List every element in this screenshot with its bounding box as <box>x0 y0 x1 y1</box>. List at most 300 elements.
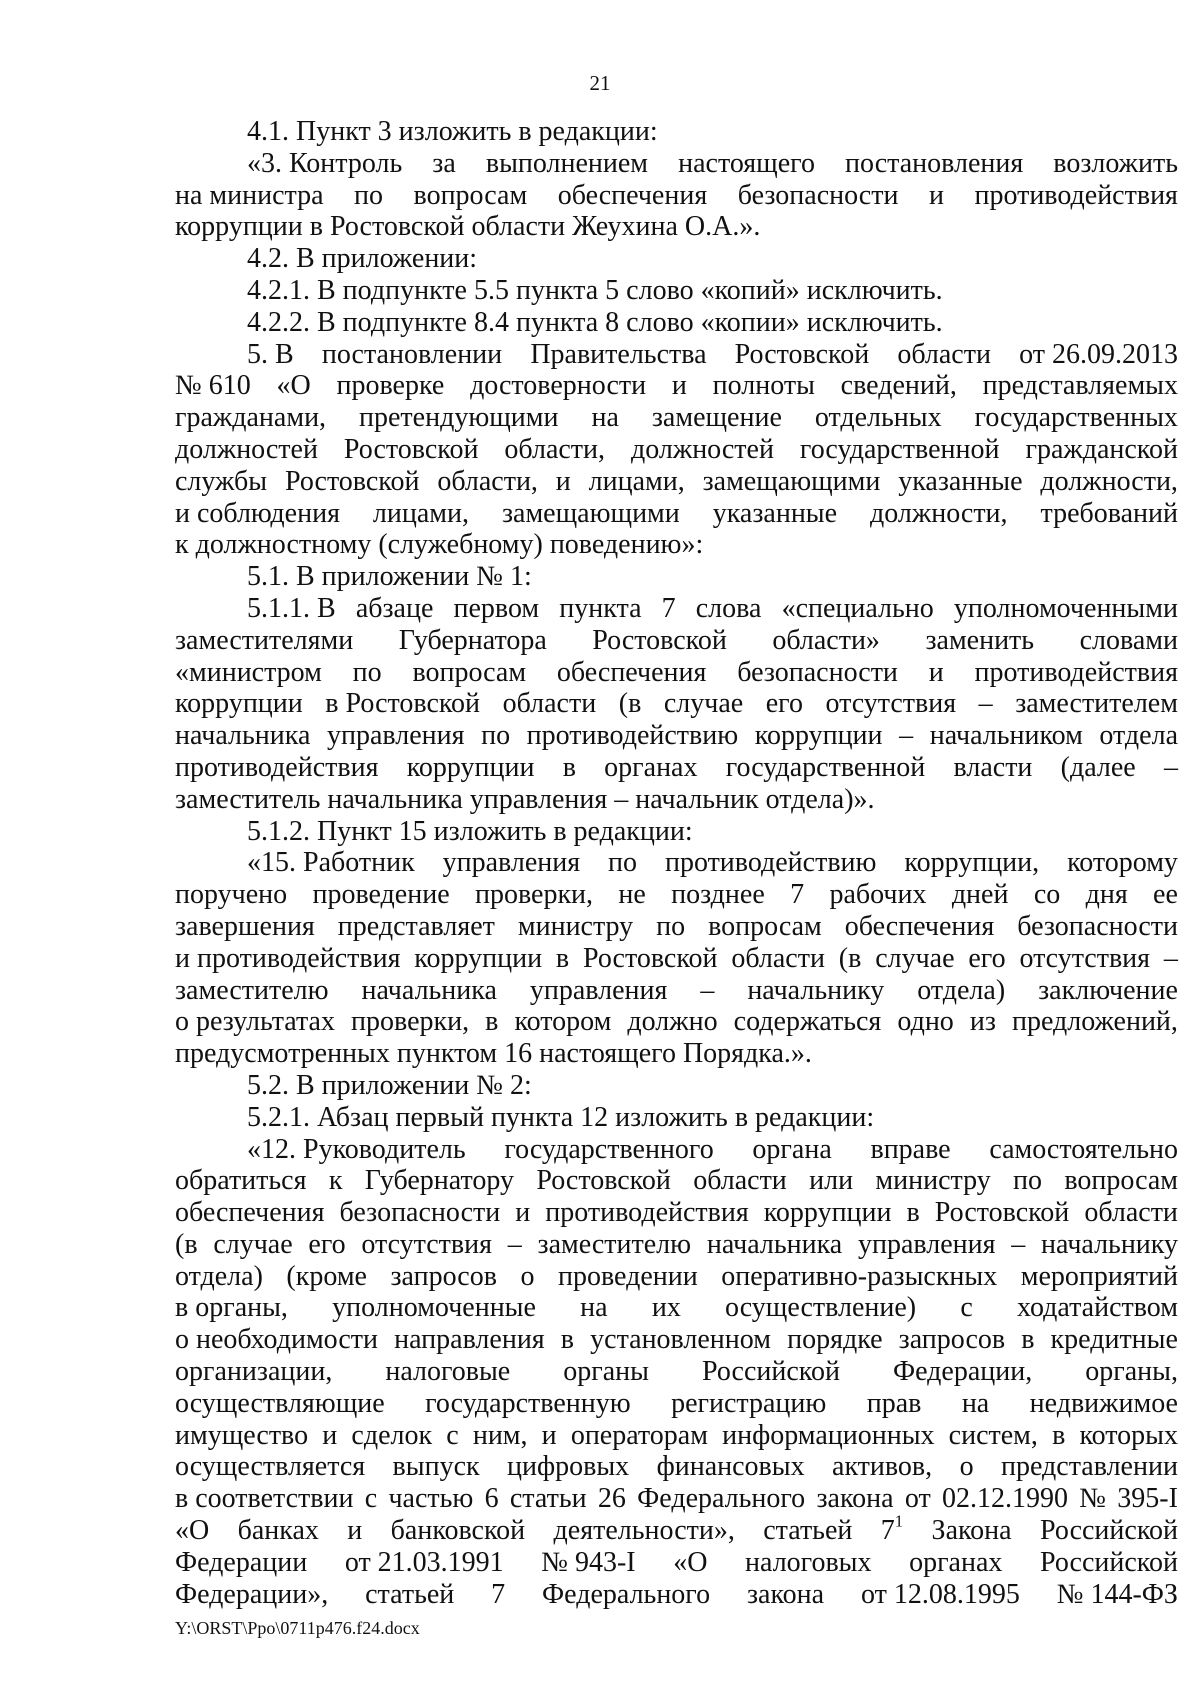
word: 7 <box>790 879 805 911</box>
word: заместителями <box>175 624 354 656</box>
word: должности, <box>870 497 1008 529</box>
word: начальнику <box>1041 1228 1178 1260</box>
word: в Ростовской <box>325 688 481 720</box>
word: недвижимое <box>1029 1387 1178 1419</box>
word: коррупции, <box>904 847 1040 879</box>
word: 7 <box>491 1578 506 1610</box>
word: – <box>978 688 993 720</box>
word: имущество <box>175 1419 309 1451</box>
word: с <box>364 1483 378 1515</box>
paragraph <box>175 148 1178 243</box>
word: полноты <box>712 370 815 402</box>
word: проверки, <box>351 1006 470 1038</box>
word: по <box>608 847 638 879</box>
word: проведение <box>312 879 450 911</box>
text-line <box>175 1292 1178 1324</box>
word: или <box>809 1165 854 1197</box>
word: банках <box>237 1515 319 1547</box>
word: должности, <box>1040 465 1178 497</box>
word: – <box>1011 1228 1026 1260</box>
word: обеспечения <box>556 656 707 688</box>
word: (далее <box>1060 751 1136 783</box>
word: Ростовской <box>592 624 727 656</box>
word: органы <box>563 1356 649 1388</box>
word: противодействия <box>545 1197 749 1229</box>
word: Ростовской <box>934 1197 1070 1229</box>
word: постановлении <box>321 338 503 370</box>
word: запросов <box>390 1260 497 1292</box>
word: закона <box>816 1483 894 1515</box>
word: мероприятий <box>1020 1260 1178 1292</box>
word: порядке <box>787 1324 883 1356</box>
text-line: к должностному (служебному) поведению»: <box>175 529 704 561</box>
word: в <box>1021 1324 1035 1356</box>
word: и <box>555 465 571 497</box>
word: отсутствия <box>1019 942 1151 974</box>
word: (кроме <box>286 1260 367 1292</box>
word: слова <box>695 592 762 624</box>
word: обратиться <box>175 1165 307 1197</box>
word: службы <box>175 465 268 497</box>
word: запросов <box>898 1324 1006 1356</box>
word: противодействию <box>664 847 877 879</box>
word: на <box>580 1292 608 1324</box>
paragraph <box>175 1102 1178 1134</box>
word: области, <box>437 465 538 497</box>
text-line <box>175 1547 1178 1579</box>
word: цифровых <box>507 1451 630 1483</box>
word: позднее <box>671 879 765 911</box>
word: с <box>446 1419 459 1451</box>
word: указанные <box>712 497 838 529</box>
word: № <box>1079 1483 1106 1515</box>
text-line <box>175 975 1178 1007</box>
superscript: 1 <box>894 1511 904 1531</box>
word: гражданской <box>1025 433 1178 465</box>
word: безопасности <box>1017 910 1178 942</box>
word: коррупции <box>414 942 543 974</box>
paragraph <box>175 243 1178 275</box>
text-line <box>175 688 1178 720</box>
word: начальника <box>706 1228 843 1260</box>
text-line: 4.2. В приложении: <box>247 243 478 275</box>
word: случае <box>663 688 744 720</box>
paragraph <box>175 561 1178 593</box>
word: замещение <box>651 402 782 434</box>
word: Федерации, <box>893 1356 1033 1388</box>
paragraph <box>175 847 1178 1070</box>
text-line <box>175 498 1178 530</box>
word: органах <box>604 751 698 783</box>
word: «15. Работник <box>247 847 415 879</box>
word: области <box>693 1165 787 1197</box>
word: противодействия <box>175 751 379 783</box>
text-line: 4.2.1. В подпункте 5.5 пункта 5 слово «копий» исключить. <box>247 274 943 306</box>
word: самостоятельно <box>989 1133 1178 1165</box>
word: Федерации <box>175 1546 308 1578</box>
word: управления <box>442 847 581 879</box>
word: Российской <box>1039 1546 1178 1578</box>
text-line <box>175 339 1178 371</box>
text-line <box>175 402 1178 434</box>
word: должностей <box>175 433 318 465</box>
word: Российской <box>1040 1515 1178 1547</box>
word: (в <box>175 1228 198 1260</box>
word: – <box>700 974 715 1006</box>
word: в <box>560 1324 575 1356</box>
word: 5.1.1. В <box>247 592 336 624</box>
word: по <box>354 179 384 211</box>
word: Ростовской <box>582 942 718 974</box>
text-line: 5.2. В приложении № 2: <box>247 1069 532 1101</box>
word: систем, <box>948 1419 1038 1451</box>
word: о <box>520 1260 535 1292</box>
text-line <box>175 1197 1178 1229</box>
word: вправе <box>870 1133 951 1165</box>
word: начальника <box>361 974 497 1006</box>
word: Федерального <box>637 1483 806 1515</box>
word: налоговых <box>745 1546 872 1578</box>
word: министру <box>517 910 634 942</box>
page-number: 21 <box>589 71 611 95</box>
word: регистрацию <box>671 1387 827 1419</box>
word: отдела) <box>917 974 1006 1006</box>
word: – <box>1163 942 1178 974</box>
word: котором <box>514 1006 612 1038</box>
word: постановления <box>845 147 1024 179</box>
word: «3. Контроль <box>247 147 403 179</box>
word: министру <box>875 1165 991 1197</box>
word: в <box>906 1197 920 1229</box>
word: его <box>765 688 803 720</box>
word: № 943-I <box>541 1546 636 1578</box>
text-line <box>175 370 1178 402</box>
word: его <box>308 1228 346 1260</box>
word: организации, <box>175 1356 333 1388</box>
word: активов, <box>832 1451 933 1483</box>
word: «О <box>276 370 311 402</box>
word: «министром <box>175 656 322 688</box>
word: Ростовской <box>536 1165 671 1197</box>
word: которых <box>1079 1419 1178 1451</box>
paragraph <box>175 1070 1178 1102</box>
word: заменить <box>925 624 1035 656</box>
word: должностей <box>631 433 774 465</box>
word: одно <box>897 1006 954 1038</box>
word: Ростовской <box>734 338 870 370</box>
word: «12. Руководитель <box>247 1133 466 1165</box>
word: содержаться <box>733 1006 882 1038</box>
word: осуществляется <box>175 1451 366 1483</box>
word: выполнением <box>485 147 649 179</box>
word: на <box>961 1387 990 1419</box>
word: управления <box>326 720 465 752</box>
word: противодействию <box>526 720 739 752</box>
word: уполномоченные <box>332 1292 536 1324</box>
word: Губернатора <box>398 624 547 656</box>
word: ее <box>1153 879 1178 911</box>
word: случае <box>213 1228 293 1260</box>
word: установленном <box>590 1324 771 1356</box>
word: рабочих <box>829 879 927 911</box>
text-line <box>175 879 1178 911</box>
word: обеспечения <box>175 1197 325 1229</box>
word: пункта <box>559 592 642 624</box>
word: со <box>1033 879 1061 911</box>
word: за <box>432 147 456 179</box>
word: Ростовской <box>284 465 420 497</box>
word: обеспечения <box>844 910 995 942</box>
word: уполномоченными <box>953 592 1178 624</box>
word: вопросам <box>708 910 822 942</box>
word: представлении <box>1001 1451 1178 1483</box>
word: заместителю <box>175 974 329 1006</box>
text-line <box>175 148 1178 180</box>
text-line <box>175 1483 1178 1515</box>
word: «О <box>673 1546 708 1578</box>
word: статьи <box>509 1483 587 1515</box>
word: отсутствия <box>361 1228 492 1260</box>
word: заместителем <box>1015 688 1178 720</box>
text-line: заместитель начальника управления – начальник отдела)». <box>175 783 875 815</box>
text-line <box>175 720 1178 752</box>
word: государственной <box>799 433 1000 465</box>
word: статьей <box>763 1515 853 1547</box>
text-line: 5.2.1. Абзац первый пункта 12 изложить в редакции: <box>247 1101 875 1133</box>
document-body <box>175 116 1178 1610</box>
word: представляет <box>337 910 495 942</box>
word: от 26.09.2013 <box>1019 338 1178 370</box>
text-line <box>175 657 1178 689</box>
text-line <box>175 180 1178 212</box>
text-line <box>175 752 1178 784</box>
word: к <box>328 1165 343 1197</box>
word: по <box>481 720 511 752</box>
file-path-footer: Y:\ORST\Ppo\0711p476.f24.docx <box>175 1618 420 1638</box>
word: банковской <box>390 1515 526 1547</box>
word: ним, <box>472 1419 528 1451</box>
word: противодействия <box>974 656 1178 688</box>
word: замещающими <box>702 465 881 497</box>
word: – <box>1163 751 1178 783</box>
word: направления <box>394 1324 545 1356</box>
word: информационных <box>722 1419 935 1451</box>
word: органы, <box>1085 1356 1178 1388</box>
word: и <box>347 1515 363 1547</box>
word: (в <box>838 942 862 974</box>
text-line <box>175 1261 1178 1293</box>
word: операторам <box>570 1419 708 1451</box>
word: достоверности <box>470 370 647 402</box>
text-line <box>175 625 1178 657</box>
word: указанные <box>898 465 1023 497</box>
word: области, <box>504 433 606 465</box>
word: его <box>968 942 1006 974</box>
word: дней <box>951 879 1009 911</box>
text-line <box>175 1165 1178 1197</box>
word: безопасности <box>737 179 899 211</box>
word: гражданами, <box>175 402 327 434</box>
text-line <box>175 1511 1178 1547</box>
text-line: коррупции в Ростовской области Жеухина О.А.». <box>175 211 761 243</box>
word: коррупции <box>406 751 535 783</box>
word: и противодействия <box>175 942 401 974</box>
word: вопросам <box>1064 1165 1178 1197</box>
word: должно <box>627 1006 718 1038</box>
word: органа <box>752 1133 832 1165</box>
word: заключение <box>1038 974 1178 1006</box>
word: прав <box>866 1387 922 1419</box>
word: в <box>562 751 576 783</box>
word: их <box>651 1292 681 1324</box>
word: настоящего <box>678 147 815 179</box>
word: первом <box>453 592 540 624</box>
text-line: 4.2.2. В подпункте 8.4 пункта 8 слово «копии» исключить. <box>247 306 943 338</box>
word: области <box>502 688 597 720</box>
paragraph <box>175 307 1178 339</box>
text-line <box>175 847 1178 879</box>
word: управления <box>857 1228 996 1260</box>
paragraph <box>175 116 1178 148</box>
word: и <box>541 1419 557 1451</box>
word: начальником <box>929 720 1083 752</box>
word: Ростовской <box>343 433 479 465</box>
text-line <box>175 1388 1178 1420</box>
word: о результатах <box>175 1006 335 1038</box>
word: Российской <box>701 1356 840 1388</box>
text-line: 4.1. Пункт 3 изложить в редакции: <box>247 116 658 147</box>
word: начальника <box>175 720 311 752</box>
word: области» <box>772 624 880 656</box>
word: коррупции <box>754 720 883 752</box>
word: области <box>731 942 825 974</box>
word: финансовых <box>656 1451 805 1483</box>
word: и <box>671 370 687 402</box>
word: 395-I <box>1117 1483 1178 1515</box>
word: заместителю <box>537 1228 692 1260</box>
text-line: 5.1.2. Пункт 15 изложить в редакции: <box>247 815 693 847</box>
word: по <box>656 910 686 942</box>
word: и <box>322 1419 338 1451</box>
word: представляемых <box>982 370 1178 402</box>
word: которому <box>1067 847 1178 879</box>
word: и <box>928 179 944 211</box>
text-line <box>175 1006 1178 1038</box>
word: выпуск <box>392 1451 480 1483</box>
word: лицами, <box>588 465 685 497</box>
word: от 12.08.1995 <box>860 1578 1020 1610</box>
word: на <box>591 402 619 434</box>
word: на министра <box>175 179 324 211</box>
word: осуществление) <box>725 1292 917 1324</box>
word: кредитные <box>1050 1324 1178 1356</box>
word: безопасности <box>737 656 898 688</box>
word: в <box>555 942 570 974</box>
word: 02.12.1990 <box>942 1483 1068 1515</box>
word: 5. В <box>247 338 294 370</box>
text-line <box>175 943 1178 975</box>
word: Правительства <box>530 338 707 370</box>
word: словами <box>1079 624 1178 656</box>
word: коррупции <box>175 688 303 720</box>
word: области <box>897 338 991 370</box>
word: 7 <box>661 592 676 624</box>
word: о <box>959 1451 974 1483</box>
word: с <box>960 1292 973 1324</box>
word: отдела <box>1099 720 1178 752</box>
word: № 144-ФЗ <box>1056 1578 1178 1610</box>
word: отсутствия <box>825 688 957 720</box>
word: проверки, <box>474 879 594 911</box>
word: в <box>1052 1419 1066 1451</box>
word: коррупции <box>763 1197 892 1229</box>
word: сведений, <box>840 370 957 402</box>
word: Губернатору <box>364 1165 514 1197</box>
text-line <box>175 1356 1178 1388</box>
word: «О <box>175 1515 210 1547</box>
word: 26 <box>597 1483 626 1515</box>
paragraph <box>175 1134 1178 1611</box>
word: замещающими <box>501 497 680 529</box>
word: не <box>618 879 646 911</box>
word: в <box>485 1006 499 1038</box>
word: Закона <box>931 1515 1012 1547</box>
word: (в <box>618 688 642 720</box>
word: отдела) <box>175 1260 263 1292</box>
word: Федерального <box>542 1578 711 1610</box>
text-line: предусмотренных пунктом 16 настоящего Порядка.». <box>175 1038 812 1070</box>
word: власти <box>953 751 1033 783</box>
paragraph <box>175 339 1178 562</box>
word: органах <box>909 1546 1003 1578</box>
word: государственную <box>425 1387 631 1419</box>
word: статьей <box>365 1578 455 1610</box>
word: № 610 <box>175 370 251 402</box>
word: по <box>1013 1165 1043 1197</box>
text-line <box>175 1324 1178 1356</box>
word: по <box>352 656 382 688</box>
word: области <box>1084 1197 1178 1229</box>
text-line <box>175 593 1178 625</box>
paragraph <box>175 816 1178 848</box>
word: предложений, <box>1011 1006 1178 1038</box>
word: лицами, <box>372 497 469 529</box>
text-line <box>175 1134 1178 1166</box>
word: и <box>515 1197 531 1229</box>
word: абзаце <box>355 592 434 624</box>
word: осуществляющие <box>175 1387 385 1419</box>
word: проведении <box>557 1260 698 1292</box>
word: налоговые <box>385 1356 511 1388</box>
text-line <box>175 911 1178 943</box>
word: возложить <box>1053 147 1178 179</box>
word: из <box>969 1006 996 1038</box>
word: от 21.03.1991 <box>344 1546 504 1578</box>
word: в соответствии <box>175 1483 354 1515</box>
word: управления <box>529 974 668 1006</box>
word: деятельности», <box>553 1515 735 1547</box>
word: проверке <box>336 370 445 402</box>
word: закона <box>746 1578 825 1610</box>
word: начальнику <box>747 974 885 1006</box>
text-line <box>175 1420 1178 1452</box>
word: $7^1$ <box>880 1511 904 1547</box>
word: вопросам <box>413 179 528 211</box>
word: и соблюдения <box>175 497 340 529</box>
word: «специально <box>781 592 934 624</box>
text-line <box>175 1579 1178 1611</box>
word: обеспечения <box>557 179 708 211</box>
